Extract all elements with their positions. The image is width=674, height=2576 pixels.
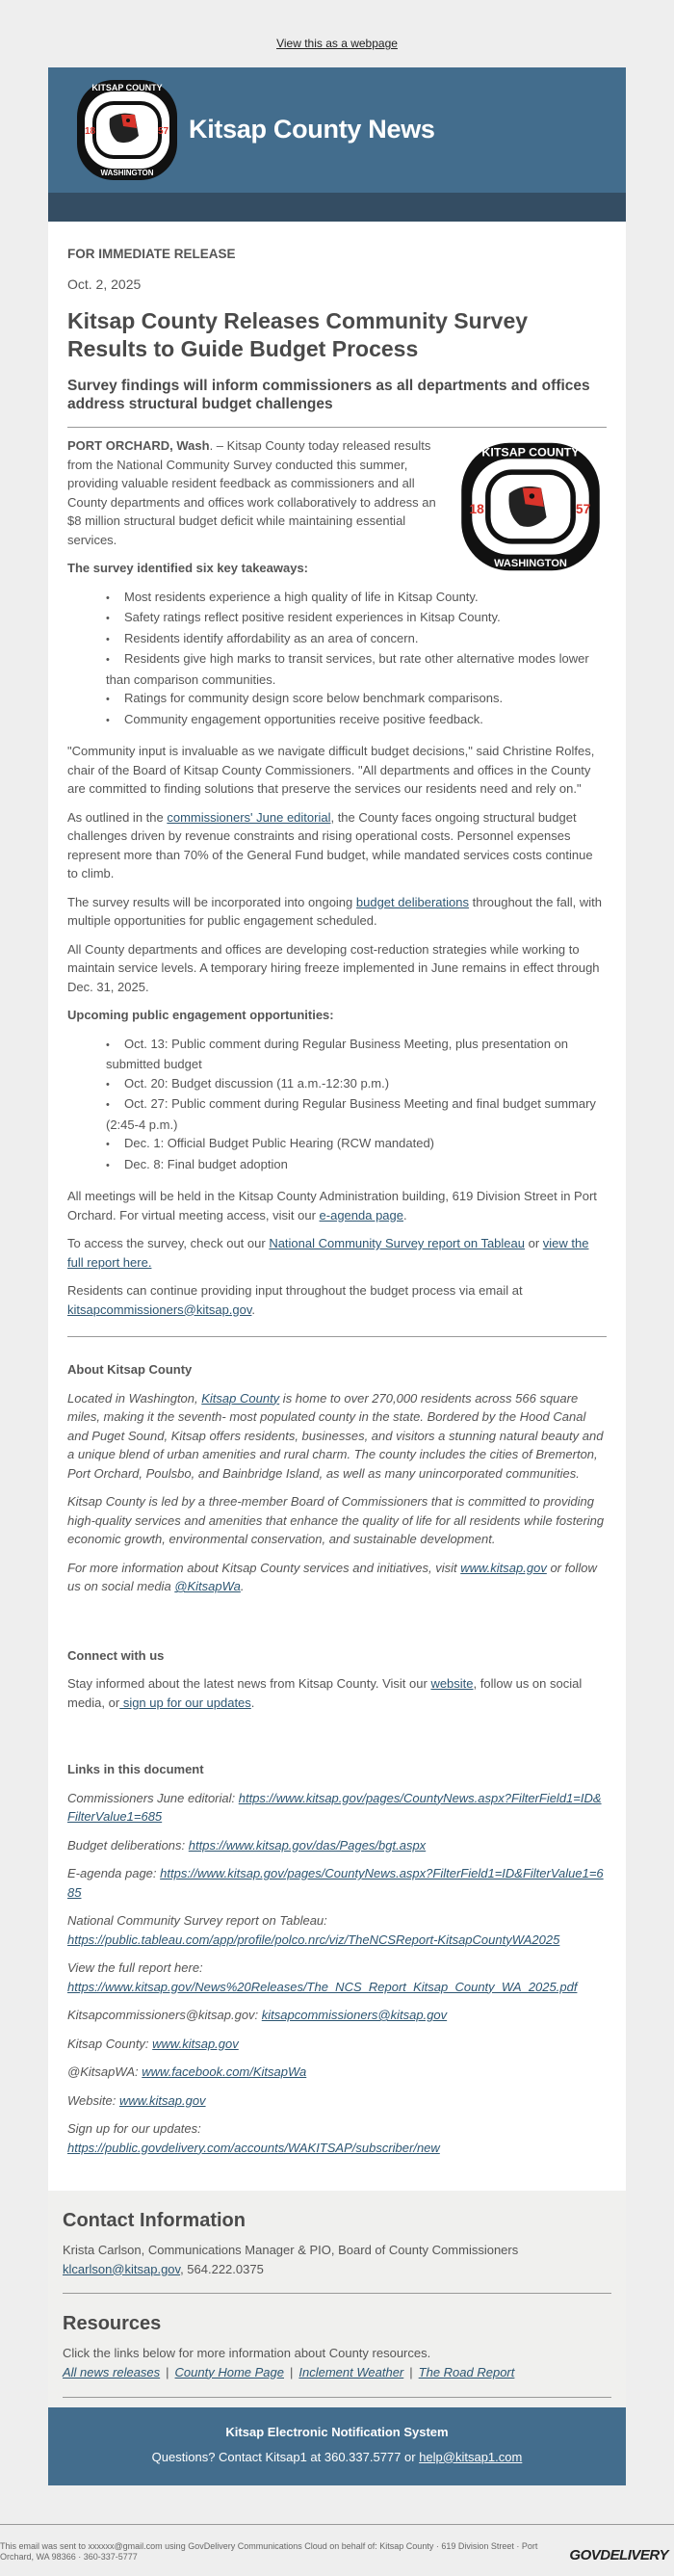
deliberations-paragraph: The survey results will be incorporated into ongoing budget deliberations throughout the fall, with multiple opportunities for public engagement scheduled. bbox=[67, 894, 603, 928]
email-container bbox=[48, 67, 626, 2485]
list-item: • Dec. 1: Official Budget Public Hearing (RCW mandated) bbox=[106, 1134, 607, 1155]
article-body bbox=[48, 222, 626, 2191]
govdelivery-logo: GOVDELIVERY bbox=[569, 2547, 668, 2563]
link-url[interactable]: www.kitsap.gov bbox=[118, 2092, 206, 2108]
link-item: Sign up for our updates: https://public.govdelivery.com/accounts/WAKITSAP/subscriber/new bbox=[67, 2121, 440, 2155]
engagement-heading: Upcoming public engagement opportunities: bbox=[67, 1008, 334, 1022]
quote-paragraph: "Community input is invaluable as we navigate difficult budget decisions," said Christine Rolfes, chair of the Board of Kitsap County Commissioners. "All departments and offices in the County are committed to finding solutions that preserve the services our residents need and rely on." bbox=[67, 744, 595, 796]
link-url[interactable]: https://public.govdelivery.com/accounts/WAKITSAP/subscriber/new bbox=[67, 2140, 440, 2155]
kitsapwa-social-link[interactable]: @KitsapWa bbox=[174, 1579, 241, 1593]
engagement-list bbox=[67, 1035, 607, 1176]
commissioners-email-link[interactable]: kitsapcommissioners@kitsap.gov bbox=[67, 1301, 252, 1317]
list-item: • Safety ratings reflect positive resident experiences in Kitsap County. bbox=[106, 608, 607, 629]
sign-up-link[interactable]: sign up for our updates bbox=[119, 1695, 251, 1710]
disclaimer-bar bbox=[0, 2524, 674, 2563]
june-editorial-link[interactable]: commissioners' June editorial bbox=[167, 809, 331, 825]
inclement-weather-link[interactable]: Inclement Weather bbox=[298, 2364, 404, 2379]
link-url[interactable]: https://www.kitsap.gov/pages/CountyNews.aspx?FilterField1=ID&FilterValue1=685 bbox=[67, 1790, 602, 1824]
contact-email-link[interactable]: klcarlson@kitsap.gov bbox=[63, 2261, 181, 2276]
takeaways-list bbox=[67, 588, 607, 731]
county-seal-image bbox=[458, 440, 603, 573]
list-item: • Oct. 20: Budget discussion (11 a.m.-12:30 p.m.) bbox=[106, 1074, 607, 1095]
header-banner bbox=[48, 67, 626, 193]
divider bbox=[63, 2293, 611, 2294]
divider bbox=[67, 1336, 607, 1337]
release-date: Oct. 2, 2025 bbox=[67, 276, 142, 292]
link-item: @KitsapWA: www.facebook.com/KitsapWa bbox=[67, 2064, 307, 2079]
contact-details: klcarlson@kitsap.gov, 564.222.0375 bbox=[63, 2261, 264, 2276]
about-paragraph-1: Located in Washington, Kitsap County is home to over 270,000 residents across 566 square miles, making it the seventh- most populated county in the state. Bordered by the Hood Canal and Puget Sound, Kitsap offers residents, businesses, and visitors a stunning natural beauty and a unique blend of urban amenities and rural charm. The county includes the cities of Bremerton, Port Orchard, Poulsbo, and Bainbridge Island, as well as many unincorporated communities. bbox=[67, 1390, 604, 1481]
contact-name: Krista Carlson, Communications Manager & PIO, Board of County Commissioners bbox=[63, 2243, 519, 2257]
top-bar bbox=[0, 0, 674, 67]
tableau-report-link[interactable]: National Community Survey report on Tableau bbox=[269, 1236, 525, 1250]
contact-heading: Contact Information bbox=[63, 2210, 246, 2231]
links-heading: Links in this document bbox=[67, 1762, 204, 1776]
kitsap-gov-link[interactable]: www.kitsap.gov bbox=[460, 1560, 547, 1575]
list-item: • Community engagement opportunities receive positive feedback. bbox=[106, 710, 607, 731]
road-report-link[interactable]: The Road Report bbox=[418, 2364, 515, 2379]
link-item: Budget deliberations: https://www.kitsap.gov/das/Pages/bgt.aspx bbox=[67, 1837, 427, 1853]
budget-deliberations-link[interactable]: budget deliberations bbox=[355, 894, 469, 909]
resources-intro: Click the links below for more information about County resources. bbox=[63, 2346, 431, 2360]
link-url[interactable]: www.kitsap.gov bbox=[152, 2036, 239, 2051]
resources-links: All news releases | County Home Page | Inclement Weather | The Road Report bbox=[63, 2364, 515, 2379]
view-as-webpage-link[interactable]: View this as a webpage bbox=[276, 37, 398, 50]
list-item: • Residents identify affordability as an area of concern. bbox=[106, 629, 607, 650]
link-url[interactable]: www.facebook.com/KitsapWa bbox=[142, 2064, 307, 2079]
all-news-releases-link[interactable]: All news releases bbox=[63, 2364, 161, 2379]
about-paragraph-3: For more information about Kitsap County services and initiatives, visit www.kitsap.gov or follow us on social media @KitsapWa. bbox=[67, 1560, 597, 1593]
e-agenda-link[interactable]: e-agenda page bbox=[319, 1207, 404, 1222]
newsletter-title: Kitsap County News bbox=[189, 115, 435, 145]
intro-text: . – Kitsap County today released results from the National Community Survey conducted this summer, providing valuable resident feedback as commissioners and all County departments and offices work collaboratively to address an $8 million structural budget deficit while maintaining essential services. bbox=[67, 438, 436, 547]
header-band bbox=[48, 193, 626, 222]
about-paragraph-2: Kitsap County is led by a three-member Board of Commissioners that is committed to providing high-quality services and amenities that enhance the quality of life for all residents while fostering economic growth, environmental conservation, and sustainable development. bbox=[67, 1494, 605, 1546]
website-link[interactable]: website bbox=[430, 1676, 474, 1691]
takeaways-heading: The survey identified six key takeaways: bbox=[67, 561, 309, 575]
svg-text:KITSAP COUNTY: KITSAP COUNTY bbox=[91, 83, 163, 92]
list-item: • Most residents experience a high quality of life in Kitsap County. bbox=[106, 588, 607, 609]
county-home-page-link[interactable]: County Home Page bbox=[174, 2364, 284, 2379]
links-list bbox=[67, 1789, 607, 2158]
full-report-link[interactable]: view the full report here. bbox=[67, 1236, 589, 1270]
svg-text:18: 18 bbox=[85, 126, 96, 137]
link-url[interactable]: https://public.tableau.com/app/profile/polco.nrc/viz/TheNCSReport-KitsapCountyWA2025 bbox=[67, 1932, 560, 1947]
list-item: • Residents give high marks to transit services, but rate other alternative modes lower than comparison communities. bbox=[106, 649, 607, 689]
connect-heading: Connect with us bbox=[67, 1647, 165, 1663]
link-item: Kitsapcommissioners@kitsap.gov: kitsapcommissioners@kitsap.gov bbox=[67, 2008, 448, 2022]
link-url[interactable]: https://www.kitsap.gov/das/Pages/bgt.aspx bbox=[188, 1837, 427, 1853]
costs-paragraph: All County departments and offices are developing cost-reduction strategies while working to maintain service levels. A temporary hiring freeze implemented in June remains in effect through Dec. 31, 2025. bbox=[67, 941, 600, 994]
subheadline: Survey findings will inform commissioners as all departments and offices address structural budget challenges bbox=[67, 378, 590, 412]
list-item: • Dec. 8: Final budget adoption bbox=[106, 1155, 607, 1176]
connect-paragraph: Stay informed about the latest news from Kitsap County. Visit our website, follow us on social media, or sign up for our updates. bbox=[67, 1676, 583, 1710]
list-item: • Oct. 27: Public comment during Regular Business Meeting and final budget summary (2:45-4 p.m.) bbox=[106, 1094, 607, 1134]
svg-text:57: 57 bbox=[158, 126, 169, 137]
link-item: Website: www.kitsap.gov bbox=[67, 2092, 206, 2108]
dateline: PORT ORCHARD, Wash bbox=[67, 438, 210, 453]
divider bbox=[63, 2397, 611, 2398]
divider bbox=[67, 427, 607, 428]
editorial-paragraph: As outlined in the commissioners' June editorial, the County faces ongoing structural budget challenges driven by revenue constraints and rising operational costs. Personnel expenses represent more than 70% of the General Fund budget, while mandated services costs continue to climb. bbox=[67, 809, 593, 881]
link-item: View the full report here: https://www.kitsap.gov/News%20Releases/The_NCS_Report_Kitsap_County_WA_2025.pdf bbox=[67, 1960, 578, 1994]
svg-text:WASHINGTON: WASHINGTON bbox=[494, 558, 567, 570]
link-item: National Community Survey report on Tableau: https://public.tableau.com/app/profile/polco.nrc/viz/TheNCSReport-KitsapCountyWA2025 bbox=[67, 1913, 560, 1947]
contact-section bbox=[48, 2191, 626, 2407]
survey-paragraph: To access the survey, check out our National Community Survey report on Tableau or view the full report here. bbox=[67, 1236, 589, 1270]
footer-banner bbox=[48, 2407, 626, 2485]
county-seal-logo bbox=[75, 78, 179, 182]
svg-text:57: 57 bbox=[575, 501, 591, 516]
footer-title: Kitsap Electronic Notification System bbox=[225, 2425, 449, 2439]
link-url[interactable]: https://www.kitsap.gov/pages/CountyNews.aspx?FilterField1=ID&FilterValue1=685 bbox=[67, 1866, 604, 1900]
input-paragraph: Residents can continue providing input throughout the budget process via email at kitsapcommissioners@kitsap.gov. bbox=[67, 1283, 523, 1317]
kitsap-county-link[interactable]: Kitsap County bbox=[201, 1390, 280, 1406]
headline: Kitsap County Releases Community Survey Results to Guide Budget Process bbox=[67, 308, 529, 361]
link-item: Commissioners June editorial: https://www.kitsap.gov/pages/CountyNews.aspx?FilterField1=ID&FilterValue1=685 bbox=[67, 1790, 602, 1824]
list-item: • Ratings for community design score below benchmark comparisons. bbox=[106, 689, 607, 710]
link-item: E-agenda page: https://www.kitsap.gov/pages/CountyNews.aspx?FilterField1=ID&FilterValue1=685 bbox=[67, 1866, 604, 1900]
footer-contact: Questions? Contact Kitsap1 at 360.337.5777 or help@kitsap1.com bbox=[151, 2449, 523, 2464]
link-url[interactable]: https://www.kitsap.gov/News%20Releases/The_NCS_Report_Kitsap_County_WA_2025.pdf bbox=[67, 1979, 578, 1994]
release-label: FOR IMMEDIATE RELEASE bbox=[67, 247, 236, 261]
disclaimer-text: This email was sent to xxxxxx@gmail.com using GovDelivery Communications Cloud on behalf of: Kitsap County · 619 Division Street · Port Orchard, WA 98366 · 360-337-5777 bbox=[0, 2541, 538, 2562]
help-email-link[interactable]: help@kitsap1.com bbox=[419, 2449, 523, 2464]
svg-text:WASHINGTON: WASHINGTON bbox=[100, 169, 154, 177]
resources-heading: Resources bbox=[63, 2313, 162, 2334]
list-item: • Oct. 13: Public comment during Regular Business Meeting, plus presentation on submitted budget bbox=[106, 1035, 607, 1074]
about-heading: About Kitsap County bbox=[67, 1362, 193, 1377]
meetings-paragraph: All meetings will be held in the Kitsap County Administration building, 619 Division Street in Port Orchard. For virtual meeting access, visit our e-agenda page. bbox=[67, 1189, 597, 1222]
svg-text:KITSAP COUNTY: KITSAP COUNTY bbox=[481, 445, 580, 460]
link-item: Kitsap County: www.kitsap.gov bbox=[67, 2036, 239, 2051]
link-url[interactable]: kitsapcommissioners@kitsap.gov bbox=[261, 2008, 448, 2022]
svg-text:18: 18 bbox=[469, 501, 484, 516]
